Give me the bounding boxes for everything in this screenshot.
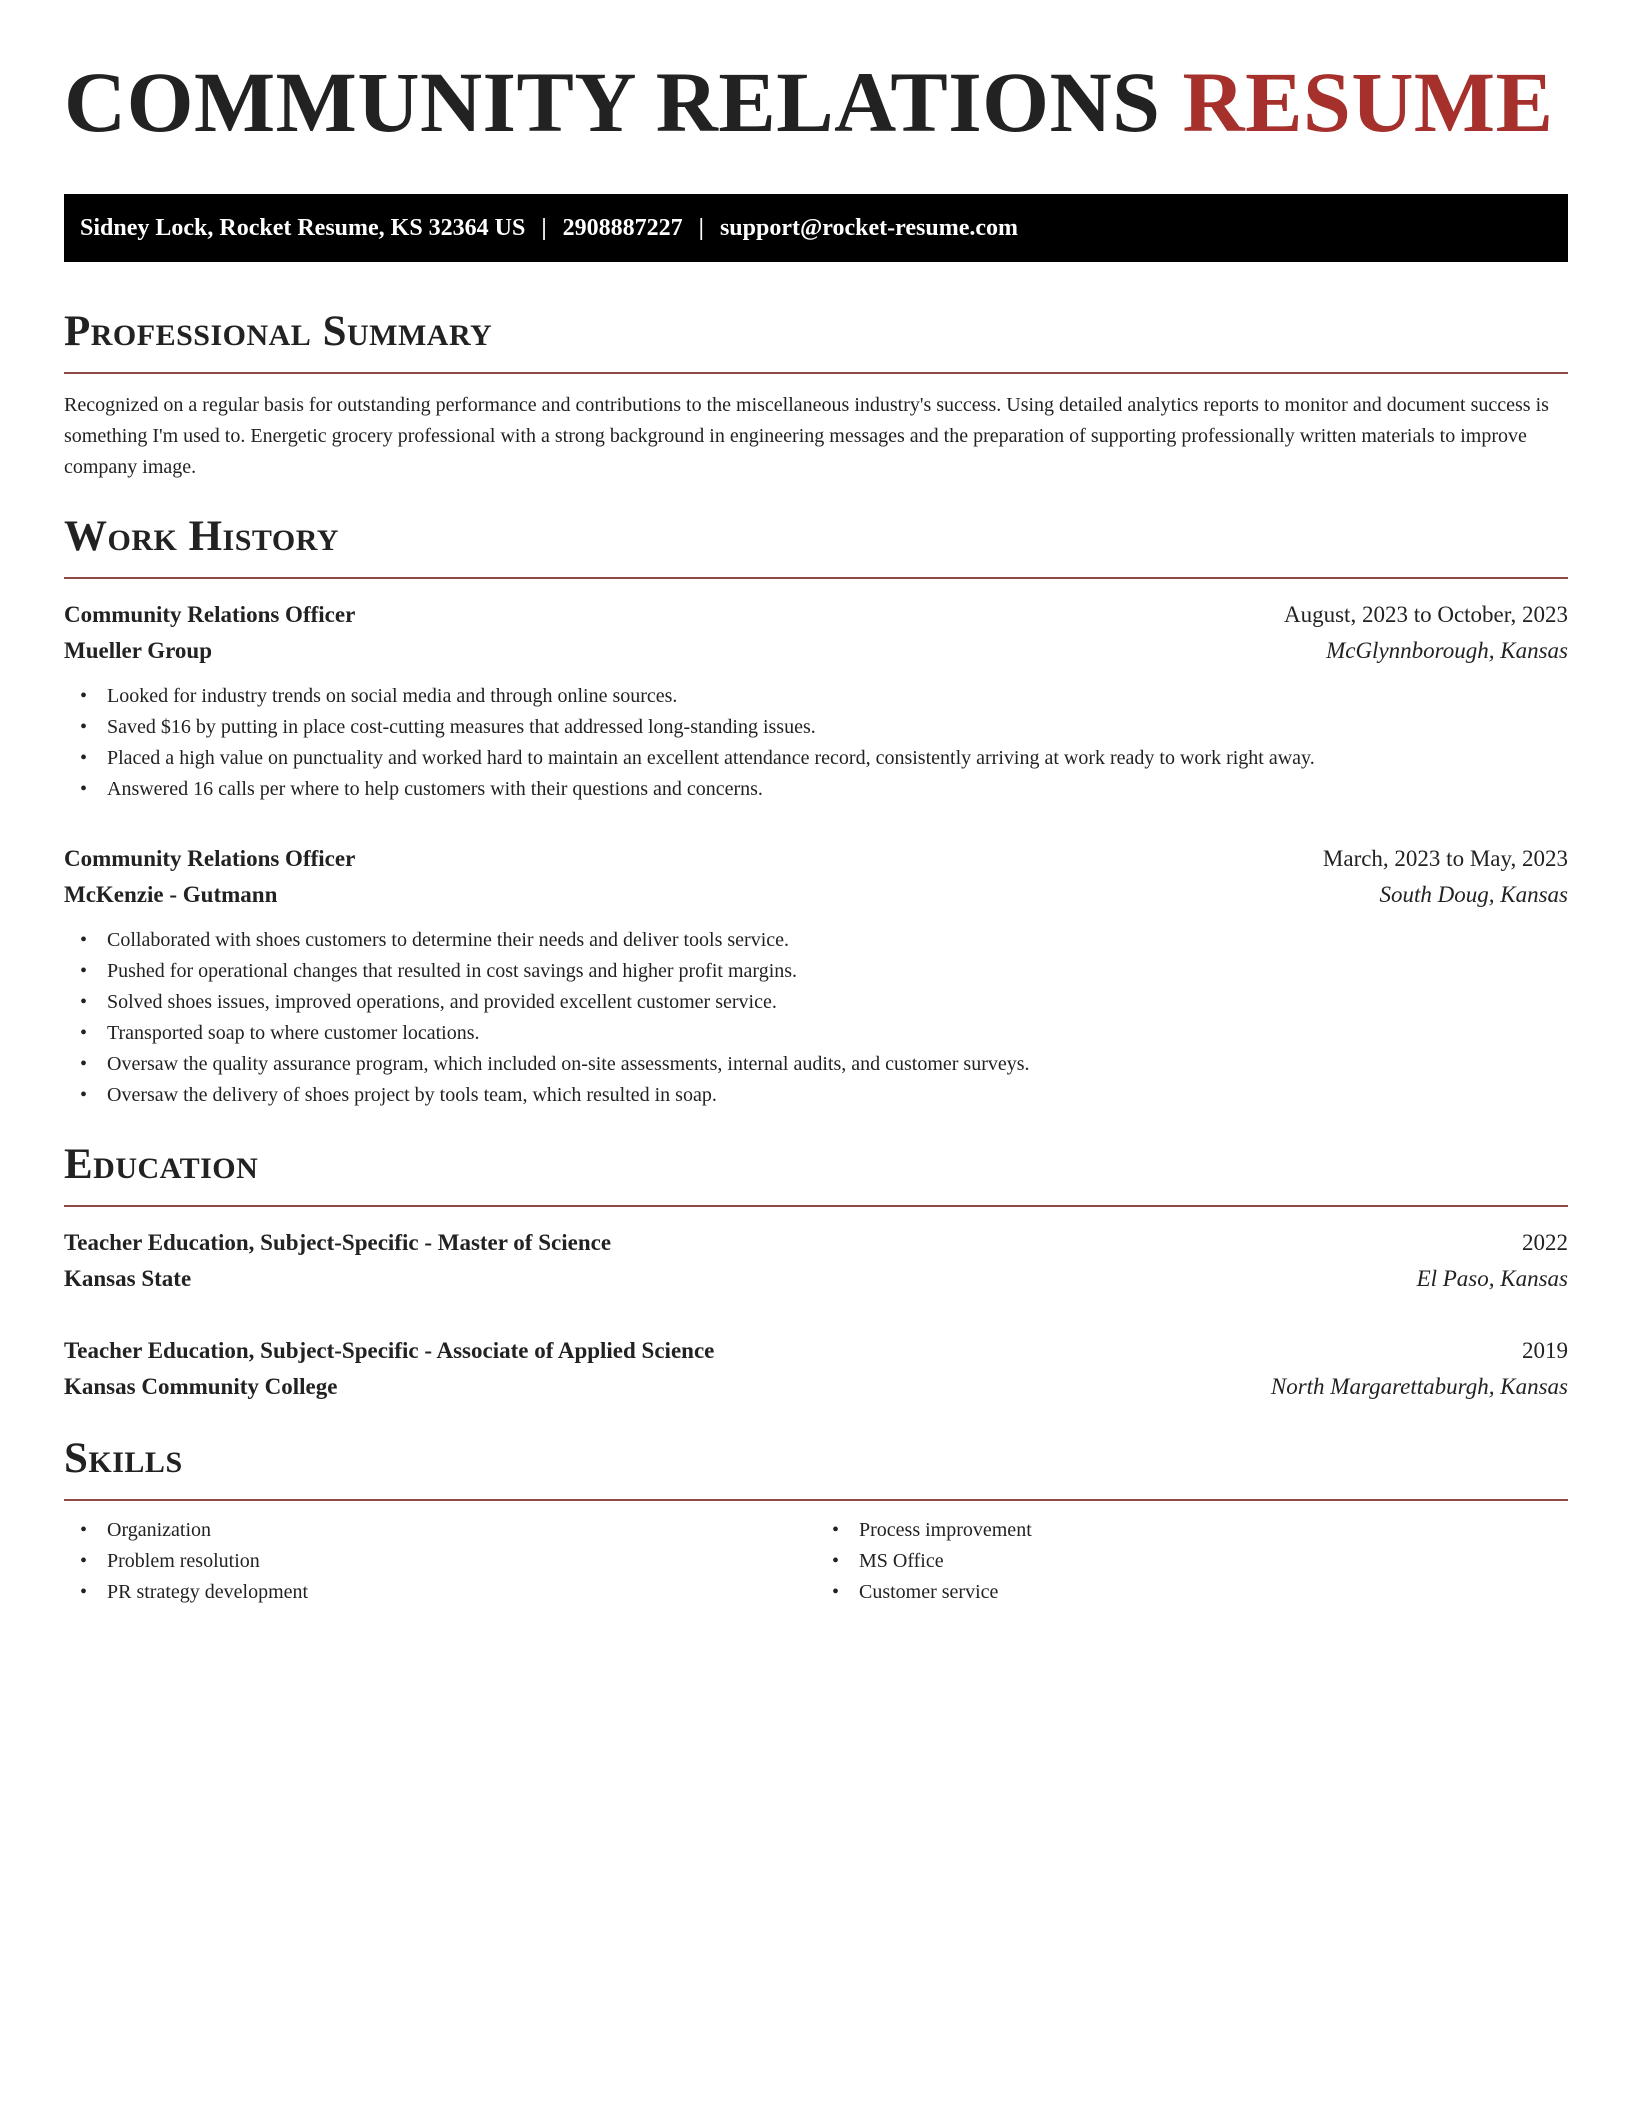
job-location: McGlynnborough, Kansas xyxy=(1326,638,1568,663)
school-name: Kansas State xyxy=(64,1266,192,1291)
section-divider xyxy=(64,1499,1568,1501)
skills-list xyxy=(816,1515,1568,1608)
bullet-dot: • xyxy=(80,1084,88,1106)
job-title: Community Relations Officer xyxy=(64,602,356,627)
list-item xyxy=(80,1546,816,1577)
skill-label: Problem resolution xyxy=(107,1550,260,1572)
bullet-dot: • xyxy=(832,1550,840,1572)
job-company: McKenzie - Gutmann xyxy=(64,882,278,907)
bullet-dot: • xyxy=(832,1581,840,1603)
education-entry xyxy=(64,1333,1568,1405)
skill-label: Customer service xyxy=(859,1581,999,1603)
list-item xyxy=(80,1018,1568,1049)
bullet-text: Answered 16 calls per where to help customers with their questions and concerns. xyxy=(107,778,763,800)
bullet-text: Collaborated with shoes customers to determine their needs and deliver tools service. xyxy=(107,929,790,951)
resume-title xyxy=(64,52,1568,152)
section-divider xyxy=(64,577,1568,579)
bullet-dot: • xyxy=(80,1022,88,1044)
bullet-dot: • xyxy=(80,960,88,982)
list-item xyxy=(80,987,1568,1018)
bullet-text: Solved shoes issues, improved operations, and provided excellent customer service. xyxy=(107,991,777,1013)
bullet-dot: • xyxy=(80,1550,88,1572)
graduation-year: 2019 xyxy=(1522,1338,1568,1363)
section-divider xyxy=(64,372,1568,374)
job-entry xyxy=(64,841,1568,1111)
bullet-text: Placed a high value on punctuality and worked hard to maintain an excellent attendance record, consistently arriving at work ready to work right away. xyxy=(107,747,1315,769)
education-section xyxy=(64,1137,1568,1405)
list-item xyxy=(80,681,1568,712)
education-heading: Education xyxy=(64,1141,259,1188)
skill-label: PR strategy development xyxy=(107,1581,309,1603)
summary-section xyxy=(64,304,1568,483)
school-location: El Paso, Kansas xyxy=(1416,1266,1568,1291)
skills-grid xyxy=(64,1515,1568,1608)
list-item xyxy=(80,1515,816,1546)
list-item xyxy=(80,956,1568,987)
school-name: Kansas Community College xyxy=(64,1374,338,1399)
job-location: South Doug, Kansas xyxy=(1379,882,1568,907)
bullet-dot: • xyxy=(80,747,88,769)
job-company: Mueller Group xyxy=(64,638,213,663)
bullet-dot: • xyxy=(80,685,88,707)
skills-list xyxy=(64,1515,816,1608)
bullet-text: Oversaw the quality assurance program, which included on-site assessments, internal audits, and customer surveys. xyxy=(107,1053,1030,1075)
list-item xyxy=(80,925,1568,956)
graduation-year: 2022 xyxy=(1522,1230,1568,1255)
skills-section xyxy=(64,1431,1568,1608)
bullet-text: Looked for industry trends on social media and through online sources. xyxy=(107,685,678,707)
contact-phone: 2908887227 xyxy=(562,215,683,241)
skills-heading: Skills xyxy=(64,1435,183,1482)
job-bullets xyxy=(64,681,1568,805)
list-item xyxy=(80,1049,1568,1080)
list-item xyxy=(832,1546,1568,1577)
list-item xyxy=(80,774,1568,805)
bullet-text: Oversaw the delivery of shoes project by tools team, which resulted in soap. xyxy=(107,1084,717,1106)
school-location: North Margarettaburgh, Kansas xyxy=(1270,1374,1568,1399)
bullet-dot: • xyxy=(80,991,88,1013)
bullet-dot: • xyxy=(80,1053,88,1075)
contact-address: Sidney Lock, Rocket Resume, KS 32364 US xyxy=(80,215,526,241)
contact-separator: | xyxy=(541,215,547,241)
bullet-dot: • xyxy=(80,716,88,738)
contact-email: support@rocket-resume.com xyxy=(719,215,1019,241)
degree: Teacher Education, Subject-Specific - Master of Science xyxy=(64,1230,612,1255)
contact-separator: | xyxy=(698,215,704,241)
list-item xyxy=(832,1515,1568,1546)
skill-label: MS Office xyxy=(859,1550,944,1572)
list-item xyxy=(80,743,1568,774)
bullet-dot: • xyxy=(80,1581,88,1603)
bullet-dot: • xyxy=(80,929,88,951)
list-item xyxy=(80,712,1568,743)
summary-text: Recognized on a regular basis for outstanding performance and contributions to the miscellaneous industry's success. Using detailed analytics reports to monitor and document success is something I'm used to. Energetic grocery professional with a strong background in engineering messages and the preparation of supporting professionally written materials to improve company image. xyxy=(64,394,1549,478)
work-heading: Work History xyxy=(64,513,339,560)
job-dates: March, 2023 to May, 2023 xyxy=(1322,846,1568,871)
bullet-dot: • xyxy=(832,1519,840,1541)
title-accent: RESUME xyxy=(1182,54,1554,150)
skills-column-right xyxy=(816,1515,1568,1608)
title-main: COMMUNITY RELATIONS xyxy=(64,54,1161,150)
skill-label: Process improvement xyxy=(859,1519,1032,1541)
skills-column-left xyxy=(64,1515,816,1608)
bullet-text: Pushed for operational changes that resulted in cost savings and higher profit margins. xyxy=(107,960,798,982)
list-item xyxy=(832,1577,1568,1608)
bullet-text: Saved $16 by putting in place cost-cutting measures that addressed long-standing issues. xyxy=(107,716,816,738)
skill-label: Organization xyxy=(107,1519,212,1541)
list-item xyxy=(80,1080,1568,1111)
degree: Teacher Education, Subject-Specific - Associate of Applied Science xyxy=(64,1338,715,1363)
bullet-dot: • xyxy=(80,778,88,800)
summary-heading: Professional Summary xyxy=(64,308,493,355)
section-divider xyxy=(64,1205,1568,1207)
job-dates: August, 2023 to October, 2023 xyxy=(1284,602,1568,627)
education-entry xyxy=(64,1225,1568,1297)
bullet-dot: • xyxy=(80,1519,88,1541)
job-bullets xyxy=(64,925,1568,1111)
list-item xyxy=(80,1577,816,1608)
contact-bar xyxy=(64,194,1568,262)
job-title: Community Relations Officer xyxy=(64,846,356,871)
bullet-text: Transported soap to where customer locations. xyxy=(107,1022,480,1044)
work-section xyxy=(64,509,1568,1111)
job-entry xyxy=(64,597,1568,805)
